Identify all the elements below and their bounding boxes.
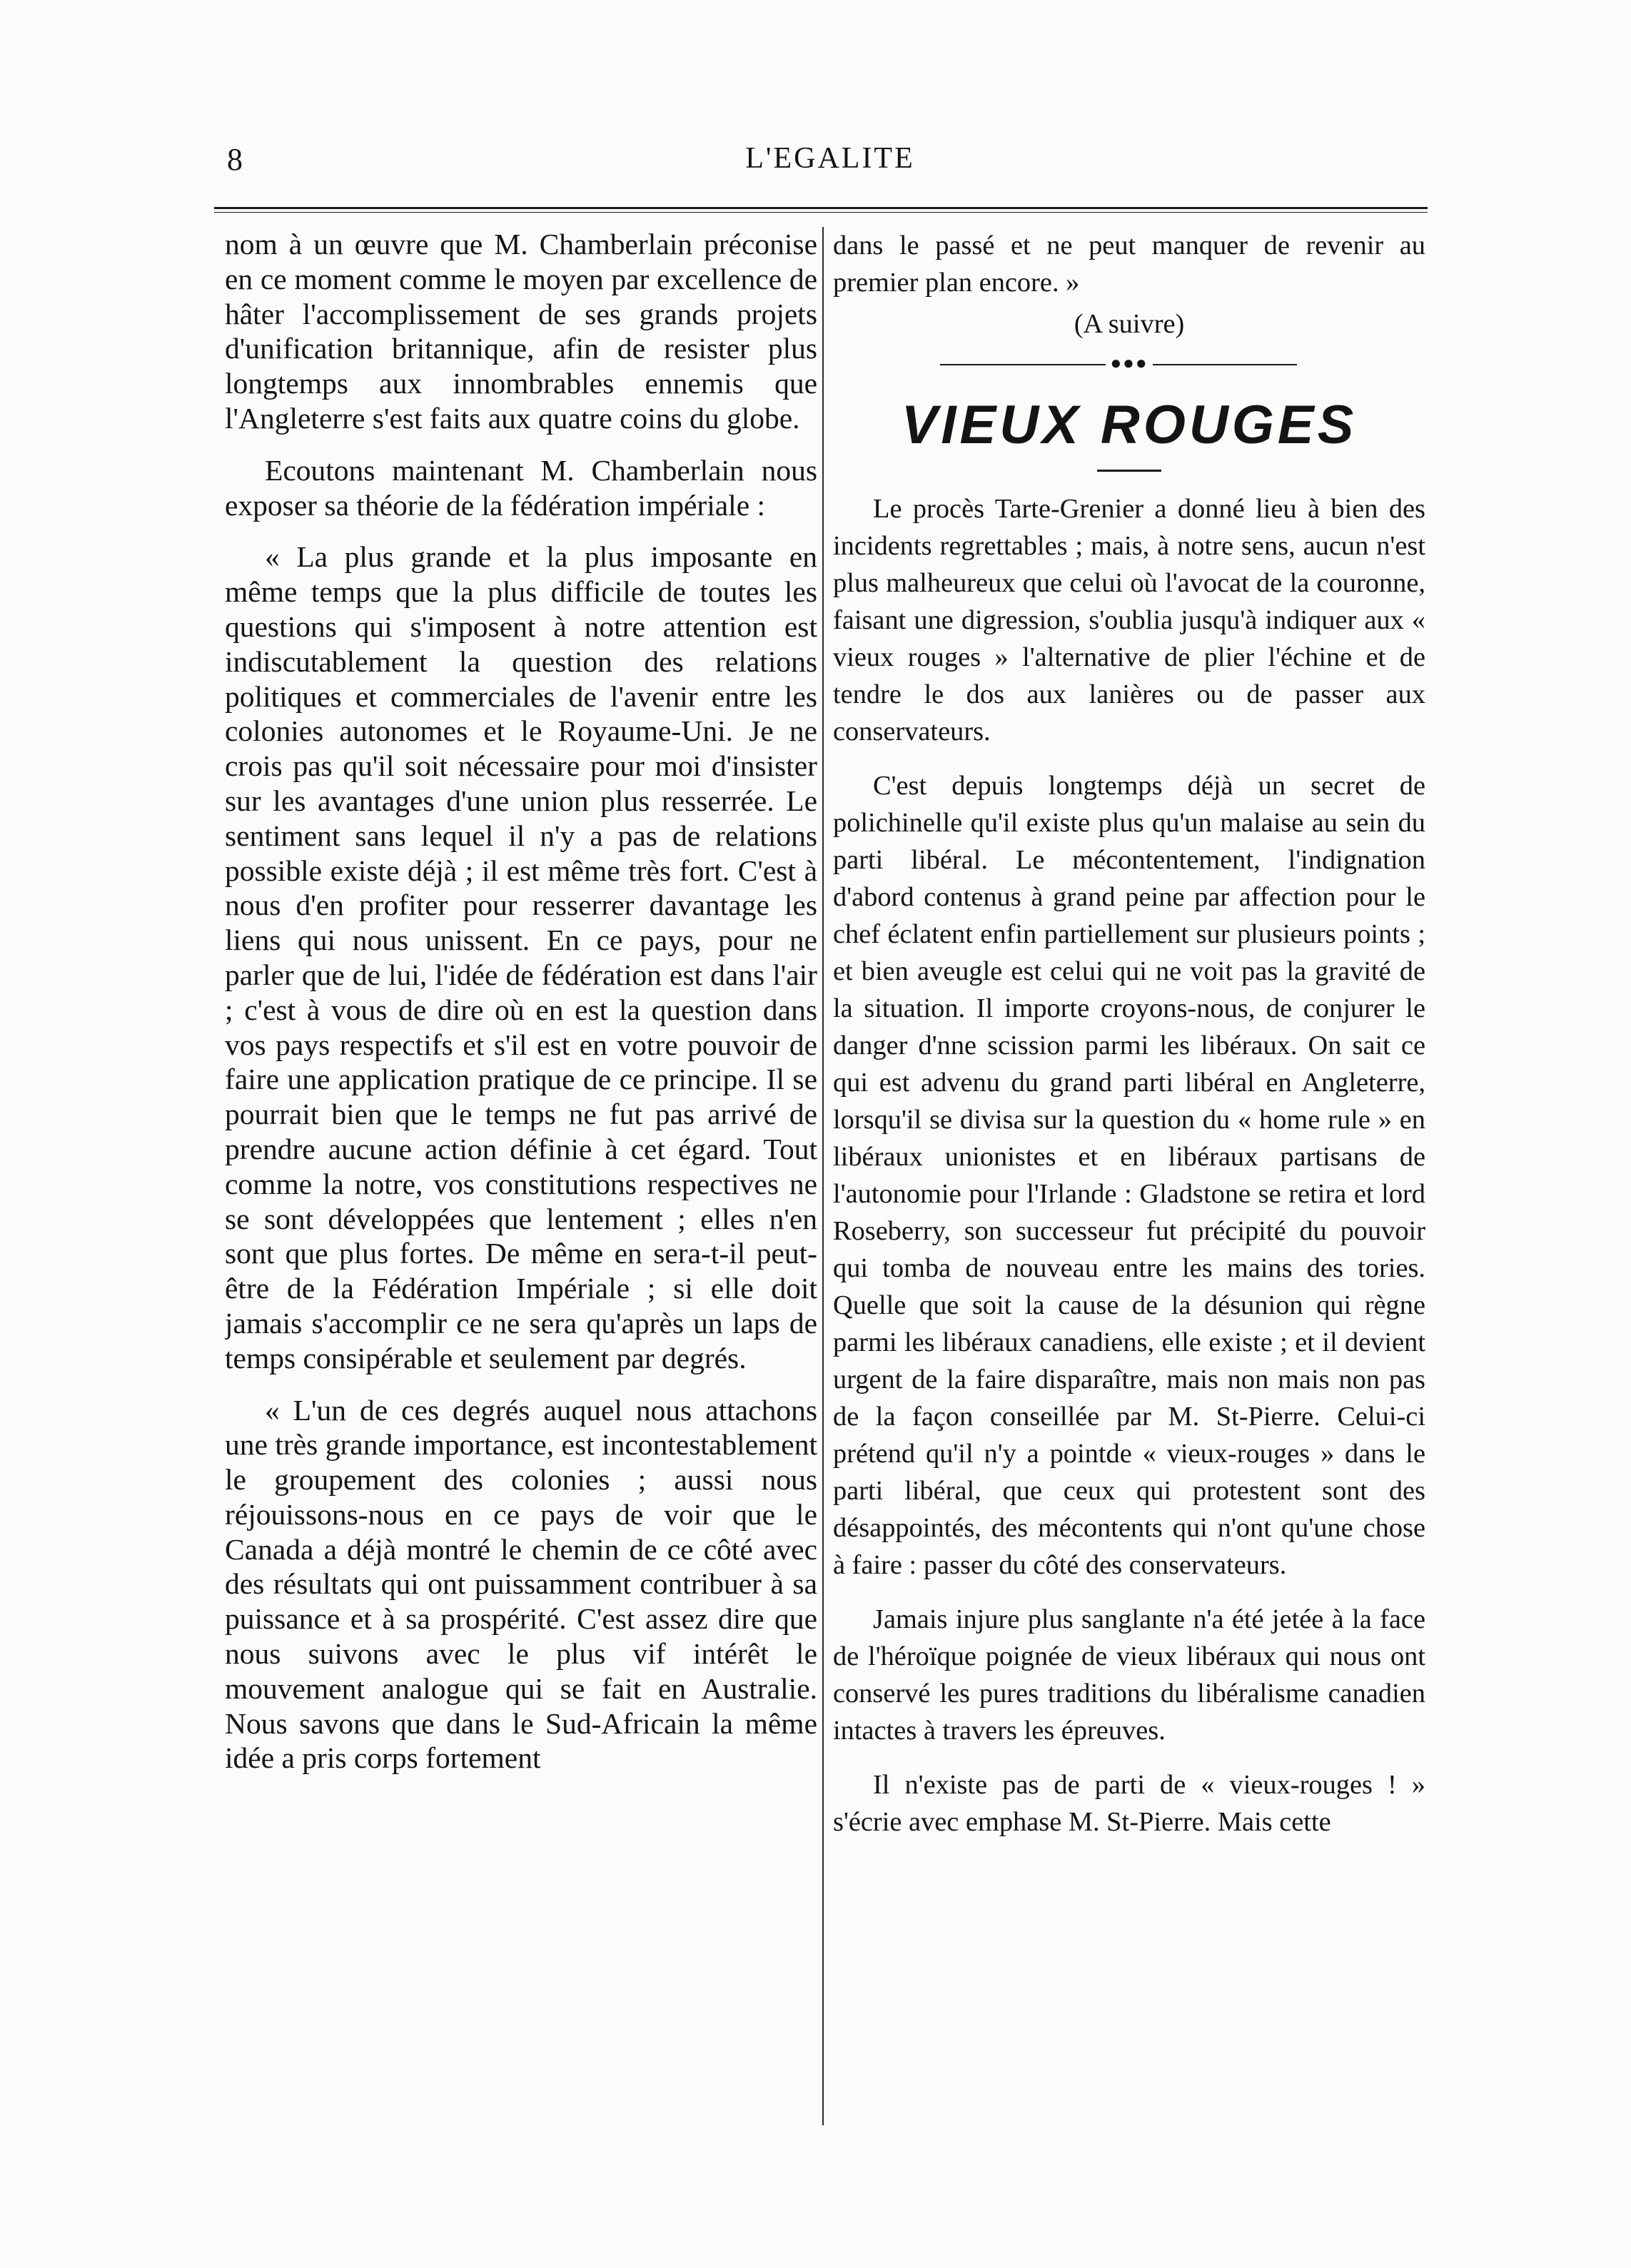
column-divider <box>822 227 824 2125</box>
title-rule <box>1097 470 1161 472</box>
left-column <box>225 227 817 2154</box>
page-header <box>227 141 1433 198</box>
ornament-dots: ●●● <box>1106 353 1152 373</box>
article-title: VIEUX ROUGES <box>901 395 1358 455</box>
paragraph: Jamais injure plus sanglante n'a été jetée à la face de l'héroïque poignée de vieux libéraux qui nous ont conservé les pures traditions du libéralisme canadien intactes à travers les épreuves. <box>833 1604 1425 1746</box>
to-follow-note: (A suivre) <box>1074 309 1185 339</box>
paragraph: « La plus grande et la plus imposante en même temps que la plus difficile de toutes les questions qui s'imposent à notre attention est indiscutablement la question des relations politiques et commerciales de l'avenir entre les colonies autonomes et le Royaume-Uni. Je ne crois pas qu'il soit nécessaire pour moi d'insister sur les avantages d'une union plus resserrée. Le sentiment sans lequel il n'y a pas de relations possible existe déjà ; il est même très fort. C'est à nous d'en profiter pour resserrer davantage les liens qui nous unissent. En ce pays, pour ne parler que de lui, l'idée de fédération est dans l'air ; c'est à vous de dire où en est la question dans vos pays respectifs et s'il est en votre pouvoir de faire une application pratique de ce principe. Il se pourrait bien que le temps ne fut pas arrivé de prendre aucune action définie à cet égard. Tout comme la notre, vos constitutions respectives ne se sont développées que lentement ; elles n'en sont que plus fortes. De même en sera-t-il peut-être de la Fédération Impériale ; si elle doit jamais s'accomplir ce ne sera qu'après un laps de temps consipérable et seulement par degrés. <box>225 540 817 1375</box>
paragraph: « L'un de ces degrés auquel nous attachons une très grande importance, est incontestablement le groupement des colonies ; aussi nous réjouissons-nous en ce pays de voir que le Canada a déjà montré le chemin de ce côté avec des résultats qui ont puissamment contribuer à sa puissance et à sa prospérité. C'est assez dire que nous suivons avec le plus vif intérêt le mouvement analogue qui se fait en Australie. Nous savons que dans le Sud-Africain la même idée a pris corps fortement <box>225 1393 817 1775</box>
paragraph: Le procès Tarte-Grenier a donné lieu à bien des incidents regrettables ; mais, à notre sens, aucun n'est plus malheureux que celui où l'avocat de la couronne, faisant une digression, s'oublia jusqu'à indiquer aux « vieux rouges » l'alternative de plier l'échine et de tendre le dos aux lanières ou de passer aux conservateurs. <box>833 494 1425 746</box>
paragraph: nom à un œuvre que M. Chamberlain préconise en ce moment comme le moyen par excellence de hâter l'accomplissement de ses grands projets d'unification britannique, afin de resister plus longtemps aux innombrables ennemis que l'Angleterre s'est faits aux quatre coins du globe. <box>225 228 817 435</box>
paragraph: C'est depuis longtemps déjà un secret de polichinelle qu'il existe plus qu'un malaise au sein du parti libéral. Le mécontentement, l'indignation d'abord contenus à grand peine par affection pour le chef éclatent enfin partiellement sur plusieurs points ; et bien aveugle est celui qui ne voit pas la gravité de la situation. Il importe croyons-nous, de conjurer le danger d'nne scission parmi les libéraux. On sait ce qui est advenu du grand parti libéral en Angleterre, lorsqu'il se divisa sur la question du « home rule » en libéraux unionistes et en libéraux partisans de l'autonomie pour l'Irlande : Gladstone se retira et lord Roseberry, son successeur fut précipité du pouvoir qui tomba de nouveau entre les mains des tories. Quelle que soit la cause de la désunion qui règne parmi les libéraux canadiens, elle existe ; et il devient urgent de la faire disparaître, mais non mais non pas de la façon conseillée par M. St-Pierre. Celui-ci prétend qu'il n'y a pointde « vieux-rouges » dans le parti libéral, que ceux qui protestent sont des désappointés, des mécontents qui n'ont qu'une chose à faire : passer du côté des conservateurs. <box>833 771 1425 1580</box>
paragraph: Il n'existe pas de parti de « vieux-rouges ! » s'écrie avec emphase M. St-Pierre. Mais cette <box>833 1770 1425 1837</box>
right-column <box>833 227 1425 2154</box>
section-ornament <box>833 353 1425 377</box>
page-number: 8 <box>227 142 243 177</box>
continuation-paragraph: dans le passé et ne peut manquer de revenir au premier plan encore. » <box>833 231 1425 298</box>
header-rule <box>214 207 1428 213</box>
journal-title: L'EGALITE <box>745 142 915 175</box>
paragraph: Ecoutons maintenant M. Chamberlain nous exposer sa théorie de la fédération impériale : <box>225 453 817 522</box>
